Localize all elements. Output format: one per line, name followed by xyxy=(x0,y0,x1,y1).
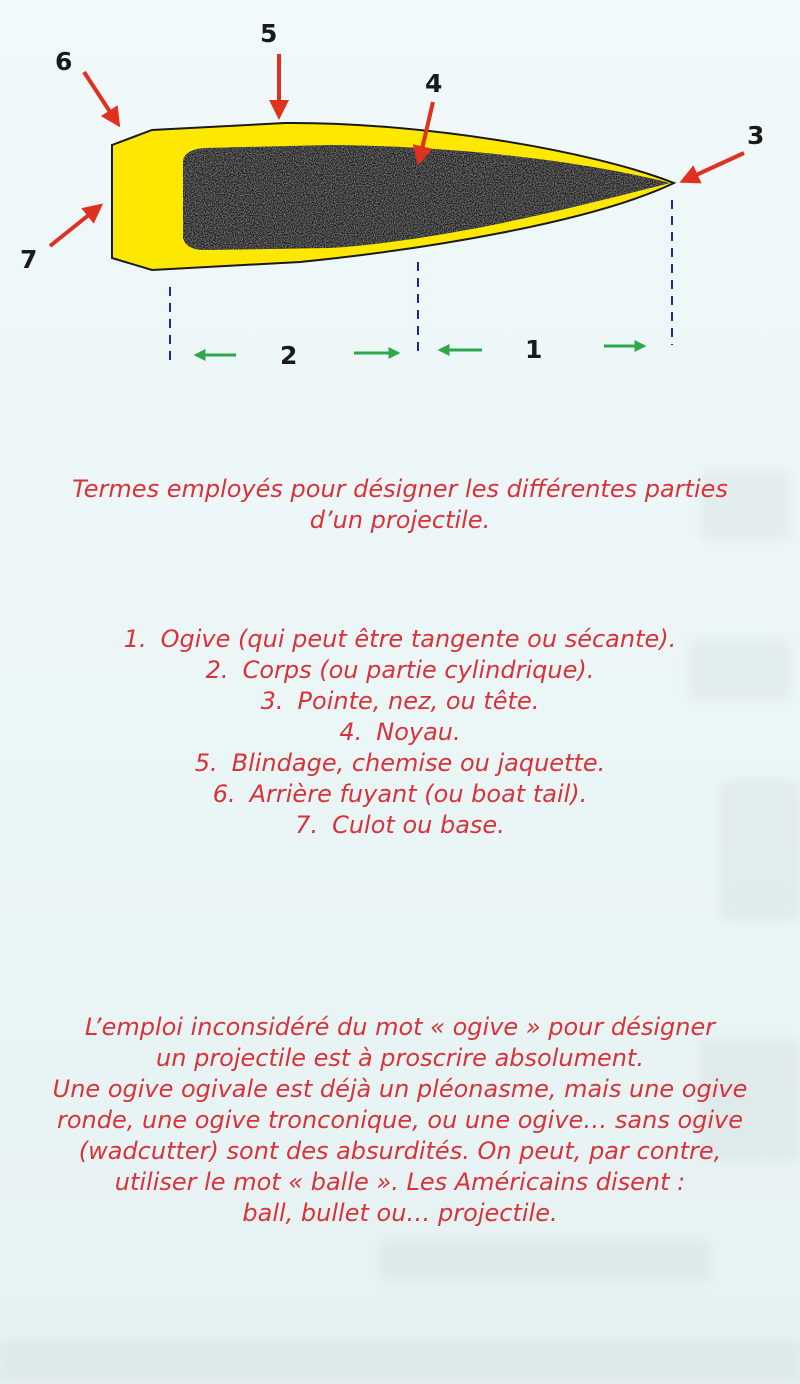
note-line: (wadcutter) sont des absurdités. On peut, par contre, xyxy=(78,1137,722,1165)
legend-number: 7. xyxy=(295,811,319,839)
legend-number: 2. xyxy=(205,656,229,684)
note-line: utiliser le mot « balle ». Les Américains disent : xyxy=(114,1168,686,1196)
label-7: 7 xyxy=(20,245,38,274)
label-5: 5 xyxy=(260,19,278,48)
note-line: un projectile est à proscrire absolument. xyxy=(156,1044,644,1072)
legend-item xyxy=(0,810,800,841)
legend-item xyxy=(0,686,800,717)
legend-text: Ogive (qui peut être tangente ou sécante). xyxy=(160,625,677,653)
legend-number: 1. xyxy=(123,625,147,653)
pointer-arrow-7 xyxy=(50,206,100,246)
pointer-arrow-3 xyxy=(683,153,744,181)
legend-item xyxy=(0,717,800,748)
legend-text: Pointe, nez, ou tête. xyxy=(297,687,540,715)
legend-number: 4. xyxy=(339,718,363,746)
label-6: 6 xyxy=(55,47,73,76)
legend-item xyxy=(0,655,800,686)
legend-text: Noyau. xyxy=(376,718,461,746)
parts-legend xyxy=(0,624,800,841)
legend-item xyxy=(0,624,800,655)
pointer-arrow-6 xyxy=(84,72,118,124)
scan-noise xyxy=(380,1240,710,1280)
legend-text: Blindage, chemise ou jaquette. xyxy=(231,749,606,777)
caption-line: d’un projectile. xyxy=(309,506,491,534)
label-1: 1 xyxy=(525,335,543,364)
label-4: 4 xyxy=(425,69,443,98)
legend-text: Culot ou base. xyxy=(332,811,505,839)
legend-number: 3. xyxy=(260,687,284,715)
label-3: 3 xyxy=(747,121,765,150)
caption-line: Termes employés pour désigner les différentes parties xyxy=(72,475,728,503)
caption xyxy=(0,474,800,536)
legend-item xyxy=(0,748,800,779)
note-line: Une ogive ogivale est déjà un pléonasme, mais une ogive xyxy=(52,1075,748,1103)
terminology-note xyxy=(0,1012,800,1229)
legend-text: Arrière fuyant (ou boat tail). xyxy=(249,780,588,808)
legend-number: 5. xyxy=(194,749,218,777)
legend-item xyxy=(0,779,800,810)
label-2: 2 xyxy=(280,341,298,370)
note-line: ronde, une ogive tronconique, ou une ogive… sans ogive xyxy=(56,1106,744,1134)
legend-number: 6. xyxy=(212,780,236,808)
scan-noise xyxy=(0,1340,800,1380)
note-line: ball, bullet ou… projectile. xyxy=(242,1199,558,1227)
note-line: L’emploi inconsidéré du mot « ogive » pour désigner xyxy=(84,1013,716,1041)
bullet-diagram xyxy=(0,0,800,400)
legend-text: Corps (ou partie cylindrique). xyxy=(242,656,595,684)
